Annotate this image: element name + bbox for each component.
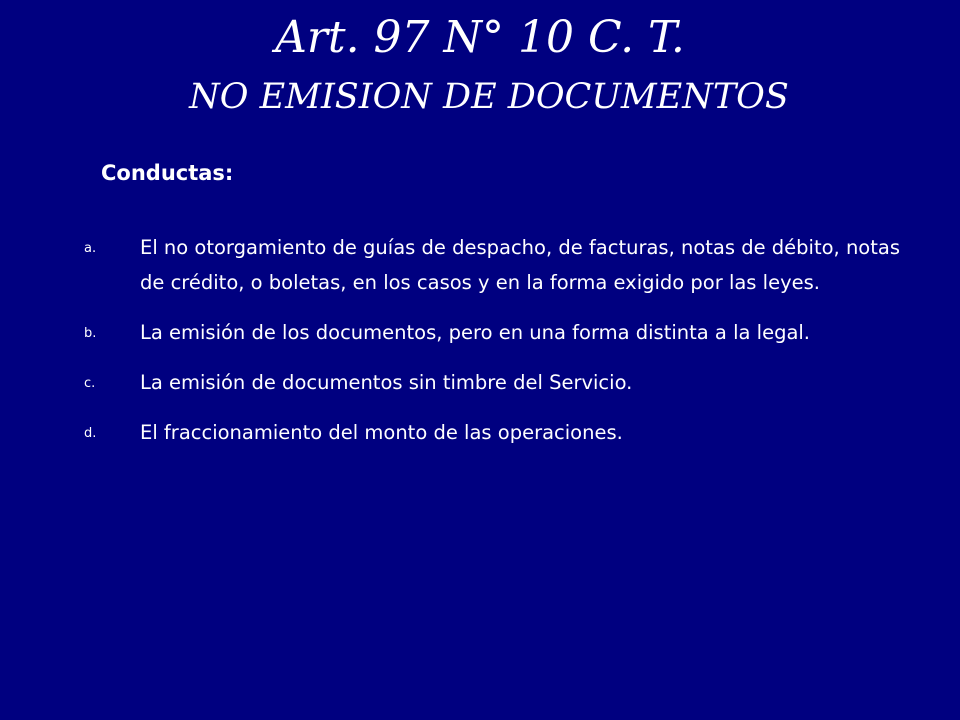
list-item: [84, 415, 904, 450]
list-marker: d.: [84, 426, 97, 441]
list-item-text: La emisión de los documentos, pero en una forma distinta a la legal.: [140, 321, 811, 344]
slide-subtitle: NO EMISION DE DOCUMENTOS: [189, 77, 789, 117]
slide-title: Art. 97 N° 10 C. T.: [275, 12, 685, 63]
list-marker: c.: [84, 376, 96, 391]
list-item: [84, 365, 904, 400]
list-item: [84, 230, 904, 300]
list-marker: b.: [84, 326, 97, 341]
conduct-list: [84, 230, 904, 465]
list-item-text: La emisión de documentos sin timbre del Servicio.: [140, 371, 633, 394]
list-marker: a.: [84, 241, 97, 256]
list-item-text: El fraccionamiento del monto de las operaciones.: [140, 421, 623, 444]
section-heading: Conductas:: [101, 161, 234, 185]
list-item: [84, 315, 904, 350]
list-item-text: El no otorgamiento de guías de despacho, de facturas, notas de débito, notas de crédito, o boletas, en los casos y en la forma exigido por las leyes.: [140, 236, 900, 294]
